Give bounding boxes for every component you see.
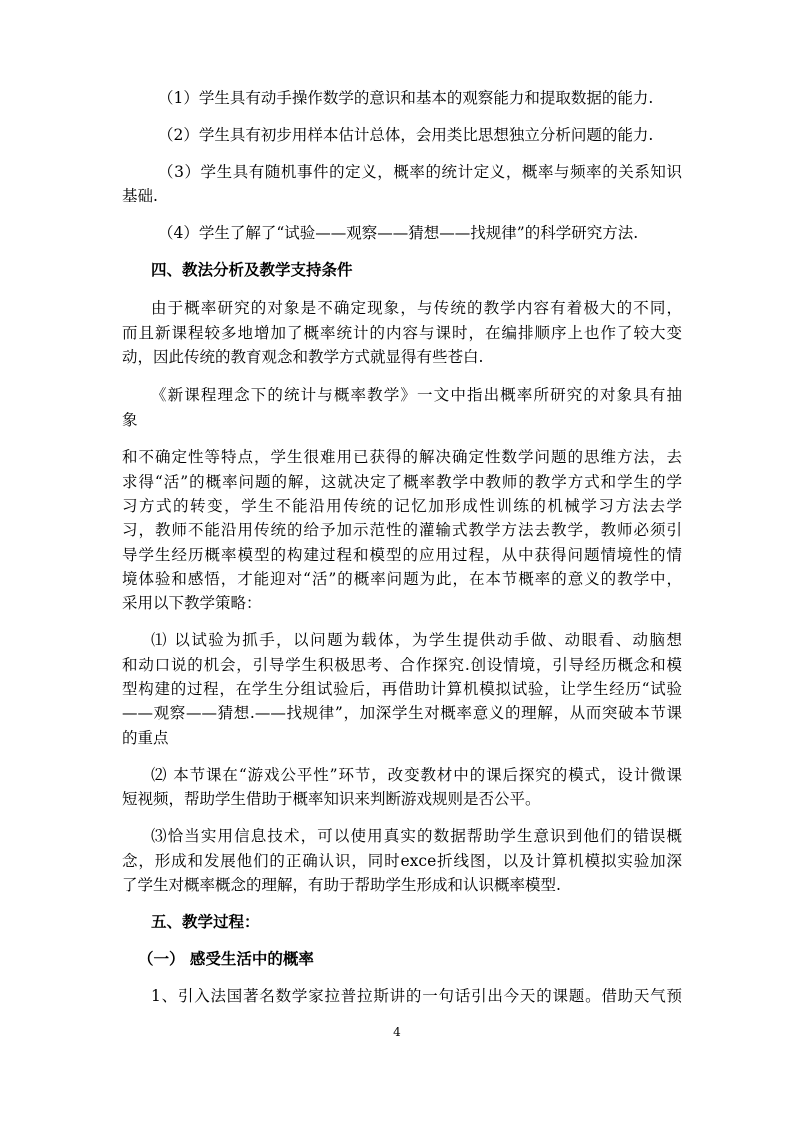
text-line: ⑶恰当实用信息技术，可以使用真实的数据帮助学生意识到他们的错误概 [151, 827, 682, 845]
text-line: 和动口说的机会，引导学生积极思考、合作探究.创设情境，引导经历概念和模 [122, 656, 682, 674]
section-heading: 四、教法分析及教学支持条件 [151, 260, 353, 279]
text-line: ——观察——猜想.——找规律”，加深学生对概率意义的理解，从而突破本节课 [122, 704, 682, 722]
text-line: 短视频，帮助学生借助于概率知识来判断游戏规则是否公平。 [122, 790, 541, 808]
text-line: （1）学生具有动手操作数学的意识和基本的观察能力和提取数据的能力. [158, 89, 654, 107]
page-number: 4 [393, 1025, 401, 1039]
text-line: 了学生对概率概念的理解，有助于帮助学生形成和认识概率模型. [122, 876, 561, 894]
text-line: ⑵ 本节课在“游戏公平性”环节，改变教材中的课后探究的模式，设计微课 [151, 766, 682, 784]
section-heading: 五、教学过程： [151, 912, 260, 931]
text-line: 动，因此传统的教育观念和教学方式就显得有些苍白. [122, 348, 484, 366]
text-line: 基础. [122, 187, 158, 205]
text-line: 习，教师不能沿用传统的给予加示范性的灌输式教学方法去教学，教师必须引 [122, 521, 682, 539]
text-line: 采用以下教学策略： [122, 594, 262, 612]
text-line: （2）学生具有初步用样本估计总体，会用类比思想独立分析问题的能力. [158, 126, 654, 144]
text-line: 念，形成和发展他们的正确认识，同时exce折线图，以及计算机模拟实验加深 [122, 852, 682, 870]
text-line: （3）学生具有随机事件的定义，概率的统计定义，概率与频率的关系知识 [158, 163, 682, 181]
text-line: 而且新课程较多地增加了概率统计的内容与课时，在编排顺序上也作了较大变 [122, 324, 682, 342]
text-line: 型构建的过程，在学生分组试验后，再借助计算机模拟试验，让学生经历“试验 [122, 680, 682, 698]
text-line: 境体验和感悟，才能迎对“活”的概率问题为此，在本节概率的意义的教学中， [122, 570, 682, 588]
text-line: 习方式的转变，学生不能沿用传统的记忆加形成性训练的机械学习方法去学 [122, 497, 682, 515]
text-line: 求得“活”的概率问题的解，这就决定了概率教学中教师的教学方式和学生的学 [122, 473, 682, 491]
text-line: ⑴ 以试验为抓手，以问题为载体，为学生提供动手做、动眼看、动脑想 [151, 631, 682, 649]
section-heading: （一） 感受生活中的概率 [138, 949, 314, 968]
text-line: 的重点 [122, 729, 169, 747]
text-line: 《新课程理念下的统计与概率教学》一文中指出概率所研究的对象具有抽 [151, 386, 682, 404]
text-line: 导学生经历概率模型的构建过程和模型的应用过程，从中获得问题情境性的情 [122, 546, 682, 564]
text-line: 和不确定性等特点，学生很难用已获得的解决确定性数学问题的思维方法，去 [122, 448, 682, 466]
text-line: 由于概率研究的对象是不确定现象，与传统的教学内容有着极大的不同， [151, 299, 682, 317]
text-line: （4）学生了解了“试验——观察——猜想——找规律”的科学研究方法. [158, 224, 639, 242]
text-line: 1、引入法国著名数学家拉普拉斯讲的一句话引出今天的课题。借助天气预 [151, 987, 682, 1005]
text-line: 象 [122, 411, 138, 429]
